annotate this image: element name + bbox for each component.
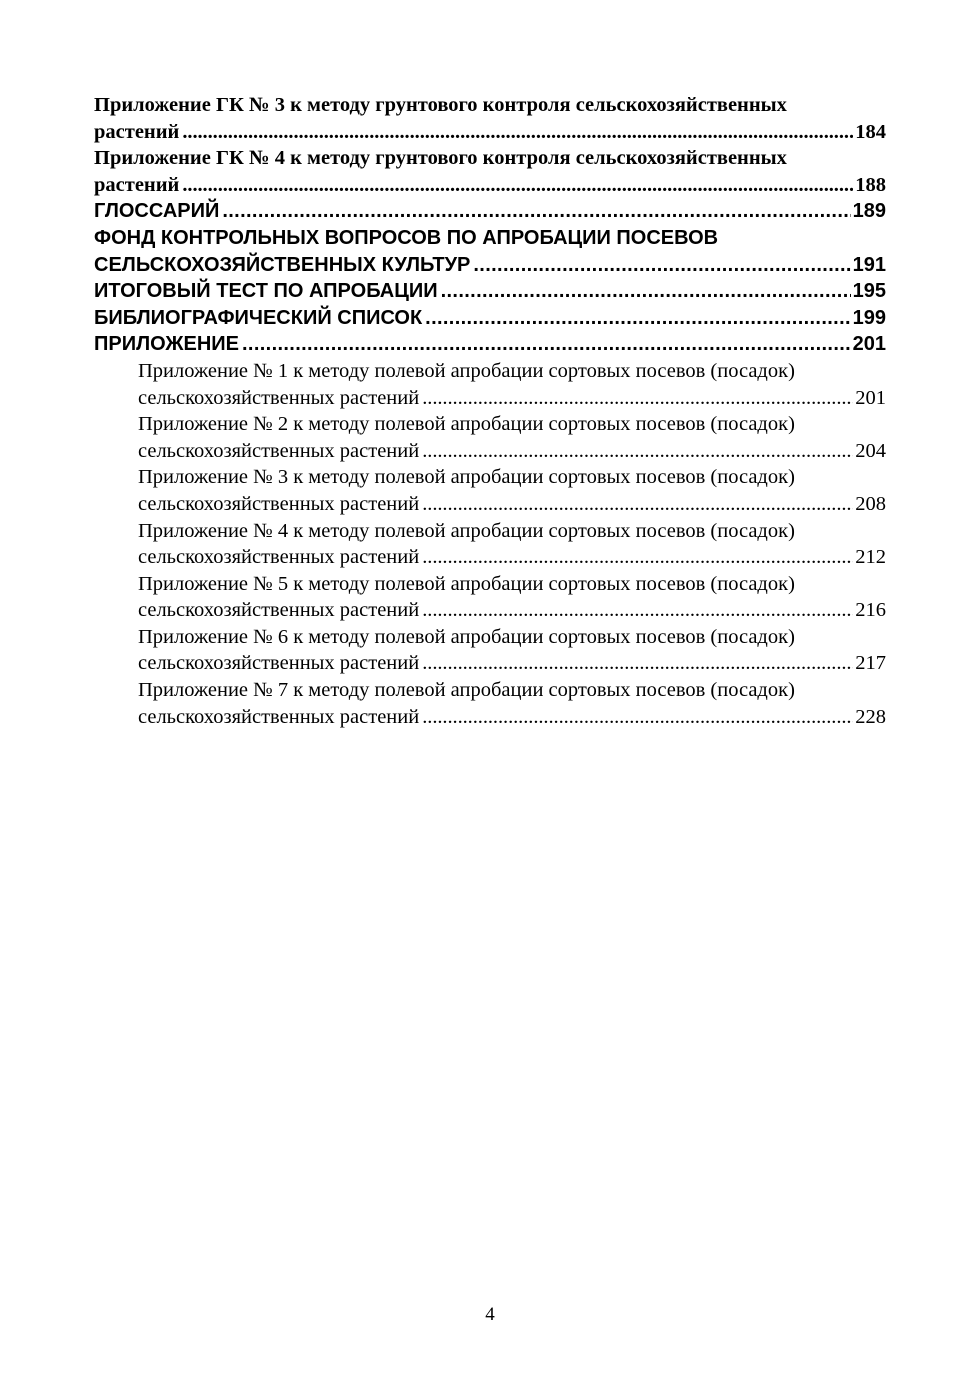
toc-subentry[interactable]	[94, 677, 886, 730]
toc-subentry[interactable]	[94, 358, 886, 411]
toc-entry[interactable]	[94, 225, 886, 278]
toc-entry-title: ГЛОССАРИЙ	[94, 200, 220, 223]
table-of-contents	[94, 92, 886, 730]
toc-entry-title: сельскохозяйственных растений	[138, 546, 420, 569]
toc-page-number: 201	[852, 333, 886, 356]
toc-entry-title: ФОНД КОНТРОЛЬНЫХ ВОПРОСОВ ПО АПРОБАЦИИ ПОСЕВОВ	[94, 226, 719, 249]
toc-entry-title: сельскохозяйственных растений	[138, 599, 420, 622]
toc-entry-title: Приложение № 7 к методу полевой апробации сортовых посевов (посадок)	[138, 679, 795, 702]
leader-dots	[242, 331, 851, 358]
toc-page-number: 216	[855, 599, 886, 622]
leader-dots	[422, 650, 853, 677]
toc-entry[interactable]	[94, 331, 886, 358]
toc-page-number: 201	[855, 386, 886, 409]
toc-entry-title: сельскохозяйственных растений	[138, 705, 420, 728]
toc-entry-title: Приложение № 4 к методу полевой апробации сортовых посевов (посадок)	[138, 519, 795, 542]
toc-page-number: 208	[855, 492, 886, 515]
toc-entry-title: сельскохозяйственных растений	[138, 386, 420, 409]
toc-subentry[interactable]	[94, 518, 886, 571]
toc-entry[interactable]	[94, 198, 886, 225]
toc-entry[interactable]	[94, 145, 886, 198]
toc-entry-title: Приложение ГК № 3 к методу грунтового контроля сельскохозяйственных	[94, 94, 787, 116]
leader-dots	[473, 252, 850, 279]
toc-entry-title: БИБЛИОГРАФИЧЕСКИЙ СПИСОК	[94, 306, 423, 329]
toc-entry-title: Приложение ГК № 4 к методу грунтового контроля сельскохозяйственных	[94, 147, 787, 170]
toc-entry-title: Приложение № 3 к методу полевой апробации сортовых посевов (посадок)	[138, 466, 795, 489]
toc-page-number: 188	[855, 173, 886, 196]
leader-dots	[422, 438, 853, 465]
toc-entry-title: Приложение № 6 к методу полевой апробации сортовых посевов (посадок)	[138, 625, 795, 648]
toc-entry-title: Приложение № 5 к методу полевой апробации сортовых посевов (посадок)	[138, 572, 795, 595]
toc-entry[interactable]	[94, 305, 886, 332]
toc-page-number: 204	[855, 439, 886, 462]
toc-entry[interactable]	[94, 278, 886, 305]
toc-subentry[interactable]	[94, 571, 886, 624]
leader-dots	[422, 491, 853, 518]
toc-subentry[interactable]	[94, 464, 886, 517]
leader-dots	[422, 385, 853, 412]
leader-dots	[222, 198, 850, 225]
toc-page-number: 228	[855, 705, 886, 728]
leader-dots	[422, 544, 853, 571]
leader-dots	[422, 704, 853, 731]
leader-dots	[425, 305, 850, 332]
toc-page-number: 199	[852, 306, 886, 329]
leader-dots	[441, 278, 851, 305]
toc-entry[interactable]	[94, 92, 886, 145]
leader-dots	[422, 597, 853, 624]
toc-subentry[interactable]	[94, 411, 886, 464]
leader-dots	[182, 172, 853, 199]
toc-page-number: 217	[855, 652, 886, 675]
toc-entry-title: Приложение № 1 к методу полевой апробации сортовых посевов (посадок)	[138, 359, 795, 382]
toc-entry-title: растений	[94, 173, 180, 196]
toc-page-number: 184	[855, 120, 886, 143]
toc-entry-title: СЕЛЬСКОХОЗЯЙСТВЕННЫХ КУЛЬТУР	[94, 253, 471, 276]
toc-entry-title: ПРИЛОЖЕНИЕ	[94, 333, 239, 356]
page-number-footer: 4	[485, 1304, 495, 1325]
toc-entry-title: сельскохозяйственных растений	[138, 652, 420, 675]
toc-entry-title: Приложение № 2 к методу полевой апробации сортовых посевов (посадок)	[138, 413, 795, 436]
toc-page-number: 212	[855, 546, 886, 569]
toc-entry-title: сельскохозяйственных растений	[138, 439, 420, 462]
toc-entry-title: сельскохозяйственных растений	[138, 492, 420, 515]
toc-subentry[interactable]	[94, 624, 886, 677]
toc-entry-title: ИТОГОВЫЙ ТЕСТ ПО АПРОБАЦИИ	[94, 280, 438, 303]
toc-entry-title: растений	[94, 120, 180, 143]
leader-dots	[182, 119, 853, 146]
toc-page-number: 195	[852, 280, 886, 303]
toc-page-number: 191	[852, 253, 886, 276]
toc-page-number: 189	[852, 200, 886, 223]
